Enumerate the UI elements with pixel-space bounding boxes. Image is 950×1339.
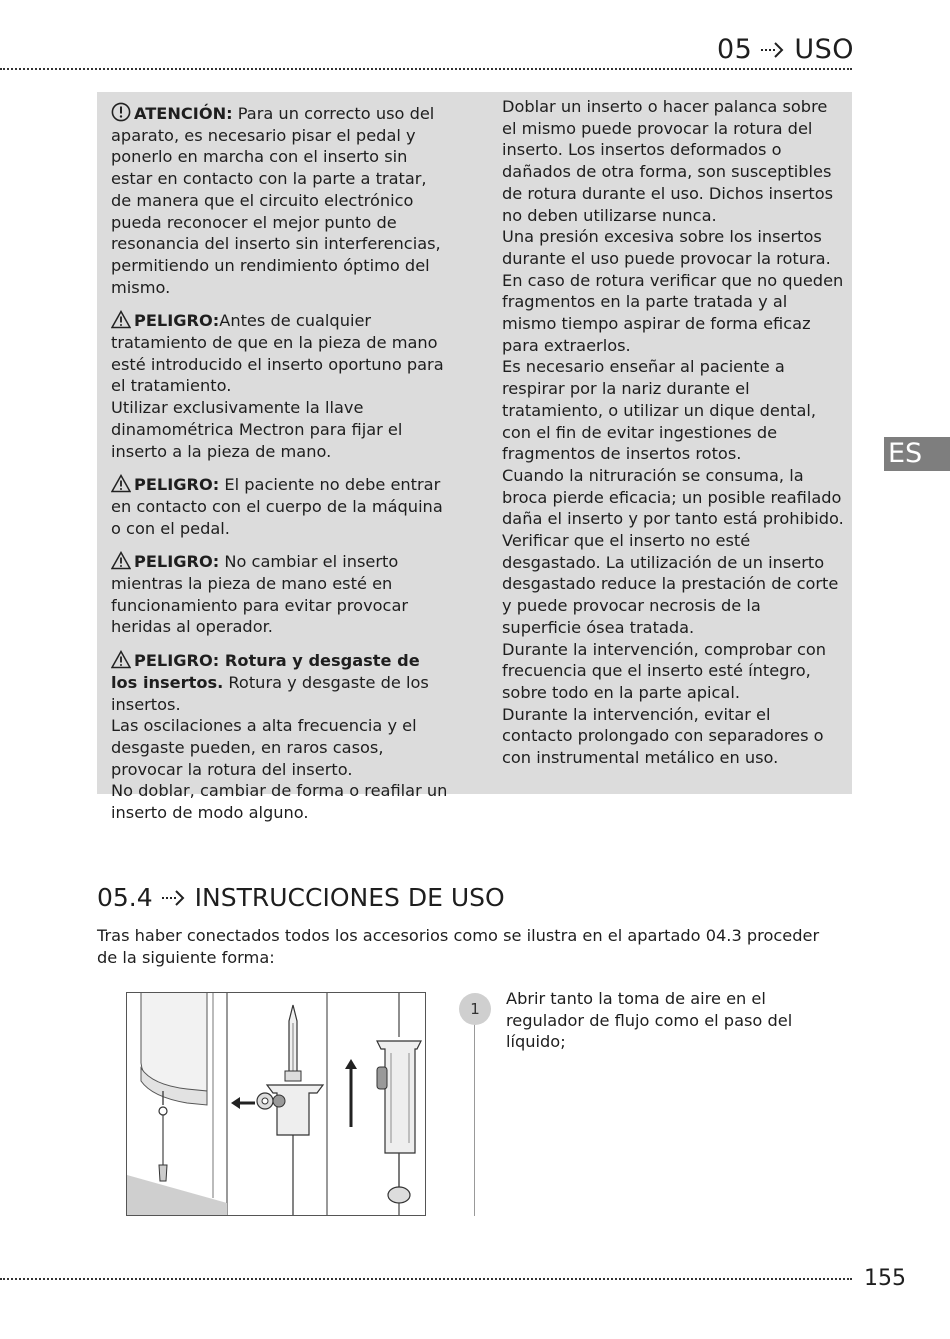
chapter-title: USO — [794, 34, 854, 65]
section-title — [97, 883, 505, 912]
warnings-left-column — [111, 102, 451, 836]
warning-attention: ATENCIÓN: Para un correcto uso del aparato, es necesario pisar el pedal y ponerlo en marcha con el inserto sin estar en contacto con la parte a tratar, de manera que el circuito electrónico pueda reconocer el mejor punto de resonancia del inserto sin interferencias, permitiendo un rendimiento óptimo del mismo. — [111, 104, 441, 297]
step-text: Abrir tanto la toma de aire en el regulador de flujo como el paso del líquido; — [506, 989, 793, 1052]
warnings-box — [97, 92, 852, 823]
warning-text-paragraph: Durante la intervención, comprobar con frecuencia que el inserto esté íntegro, sobre todo en la parte apical. — [502, 639, 827, 702]
step-number-badge: 1 — [459, 993, 491, 1025]
section-heading-text: INSTRUCCIONES DE USO — [194, 883, 505, 912]
warning-triangle-icon — [111, 474, 131, 493]
exclamation-circle-icon — [111, 102, 131, 122]
warning-text-paragraph: Una presión excesiva sobre los insertos durante el uso puede provocar la rotura. — [502, 227, 831, 268]
warning-text-paragraph: Doblar un inserto o hacer palanca sobre el mismo puede provocar la rotura del inserto. Los insertos deformados o dañados de otra forma, son susceptibles de rotura durante el uso. Dichos insertos no deben utilizarse nunca. — [502, 97, 834, 225]
irrigation-line-illustration — [127, 993, 425, 1215]
chapter-number: 05 — [716, 34, 753, 65]
warning-triangle-icon — [111, 551, 131, 570]
section-intro: Tras haber conectados todos los accesorios como se ilustra en el apartado 04.3 proceder de la siguiente forma: — [97, 926, 820, 967]
warning-text-paragraph: Cuando la nitruración se consuma, la broca pierde eficacia; un posible reafilado daña el inserto y por tanto está prohibido. Verificar que el inserto no esté desgastado. La utilización de un inserto desgastado reduce la prestación de corte y puede provocar necrosis de la superficie ósea tratada. — [502, 465, 844, 637]
warning-text-paragraph: En caso de rotura verificar que no queden fragmentos en la parte tratada y al mismo tiempo aspirar de forma eficaz para extraerlos. — [502, 270, 844, 355]
warning-text-paragraph: Durante la intervención, evitar el contacto prolongado con separadores o con instrumental metálico en uso. — [502, 704, 824, 768]
footer-divider — [0, 1278, 852, 1280]
warning-text-paragraph: Es necesario enseñar al paciente a respirar por la nariz durante el tratamiento, o utilizar un dique dental, con el fin de evitar ingestiones de fragmentos de insertos rotos. — [502, 357, 817, 464]
warning-danger-change: PELIGRO: No cambiar el inserto mientras la pieza de mano esté en funcionamiento para evitar provocar heridas al operador. — [111, 552, 409, 637]
language-tab: ES — [884, 437, 950, 471]
section-number: 05.4 — [97, 883, 153, 912]
warning-danger-insert: PELIGRO:Antes de cualquier tratamiento de que en la pieza de mano esté introducido el inserto oportuno para el tratamiento. Utilizar exclusivamente la llave dinamométrica Mectron para fijar el inserto a la pieza de mano. — [111, 311, 444, 461]
dotted-arrow-icon — [760, 41, 786, 59]
dotted-arrow-icon — [161, 889, 187, 907]
warnings-right-column — [502, 96, 844, 769]
chapter-header — [717, 34, 854, 65]
header-divider — [0, 68, 852, 70]
step-connector-line — [474, 1024, 475, 1216]
warning-danger-breakage: PELIGRO: Rotura y desgaste de los insertos. Rotura y desgaste de los insertos. Las oscilaciones a alta frecuencia y el desgaste pueden, en raros casos, provocar la rotura del inserto. No doblar, cambiar de forma o reafilar un inserto de modo alguno. — [111, 651, 448, 823]
warning-triangle-icon — [111, 310, 131, 329]
warning-triangle-icon — [111, 650, 131, 669]
page-number: 155 — [864, 1266, 906, 1291]
installation-figure — [126, 992, 426, 1216]
warning-danger-contact: PELIGRO: El paciente no debe entrar en contacto con el cuerpo de la máquina o con el pedal. — [111, 475, 443, 538]
